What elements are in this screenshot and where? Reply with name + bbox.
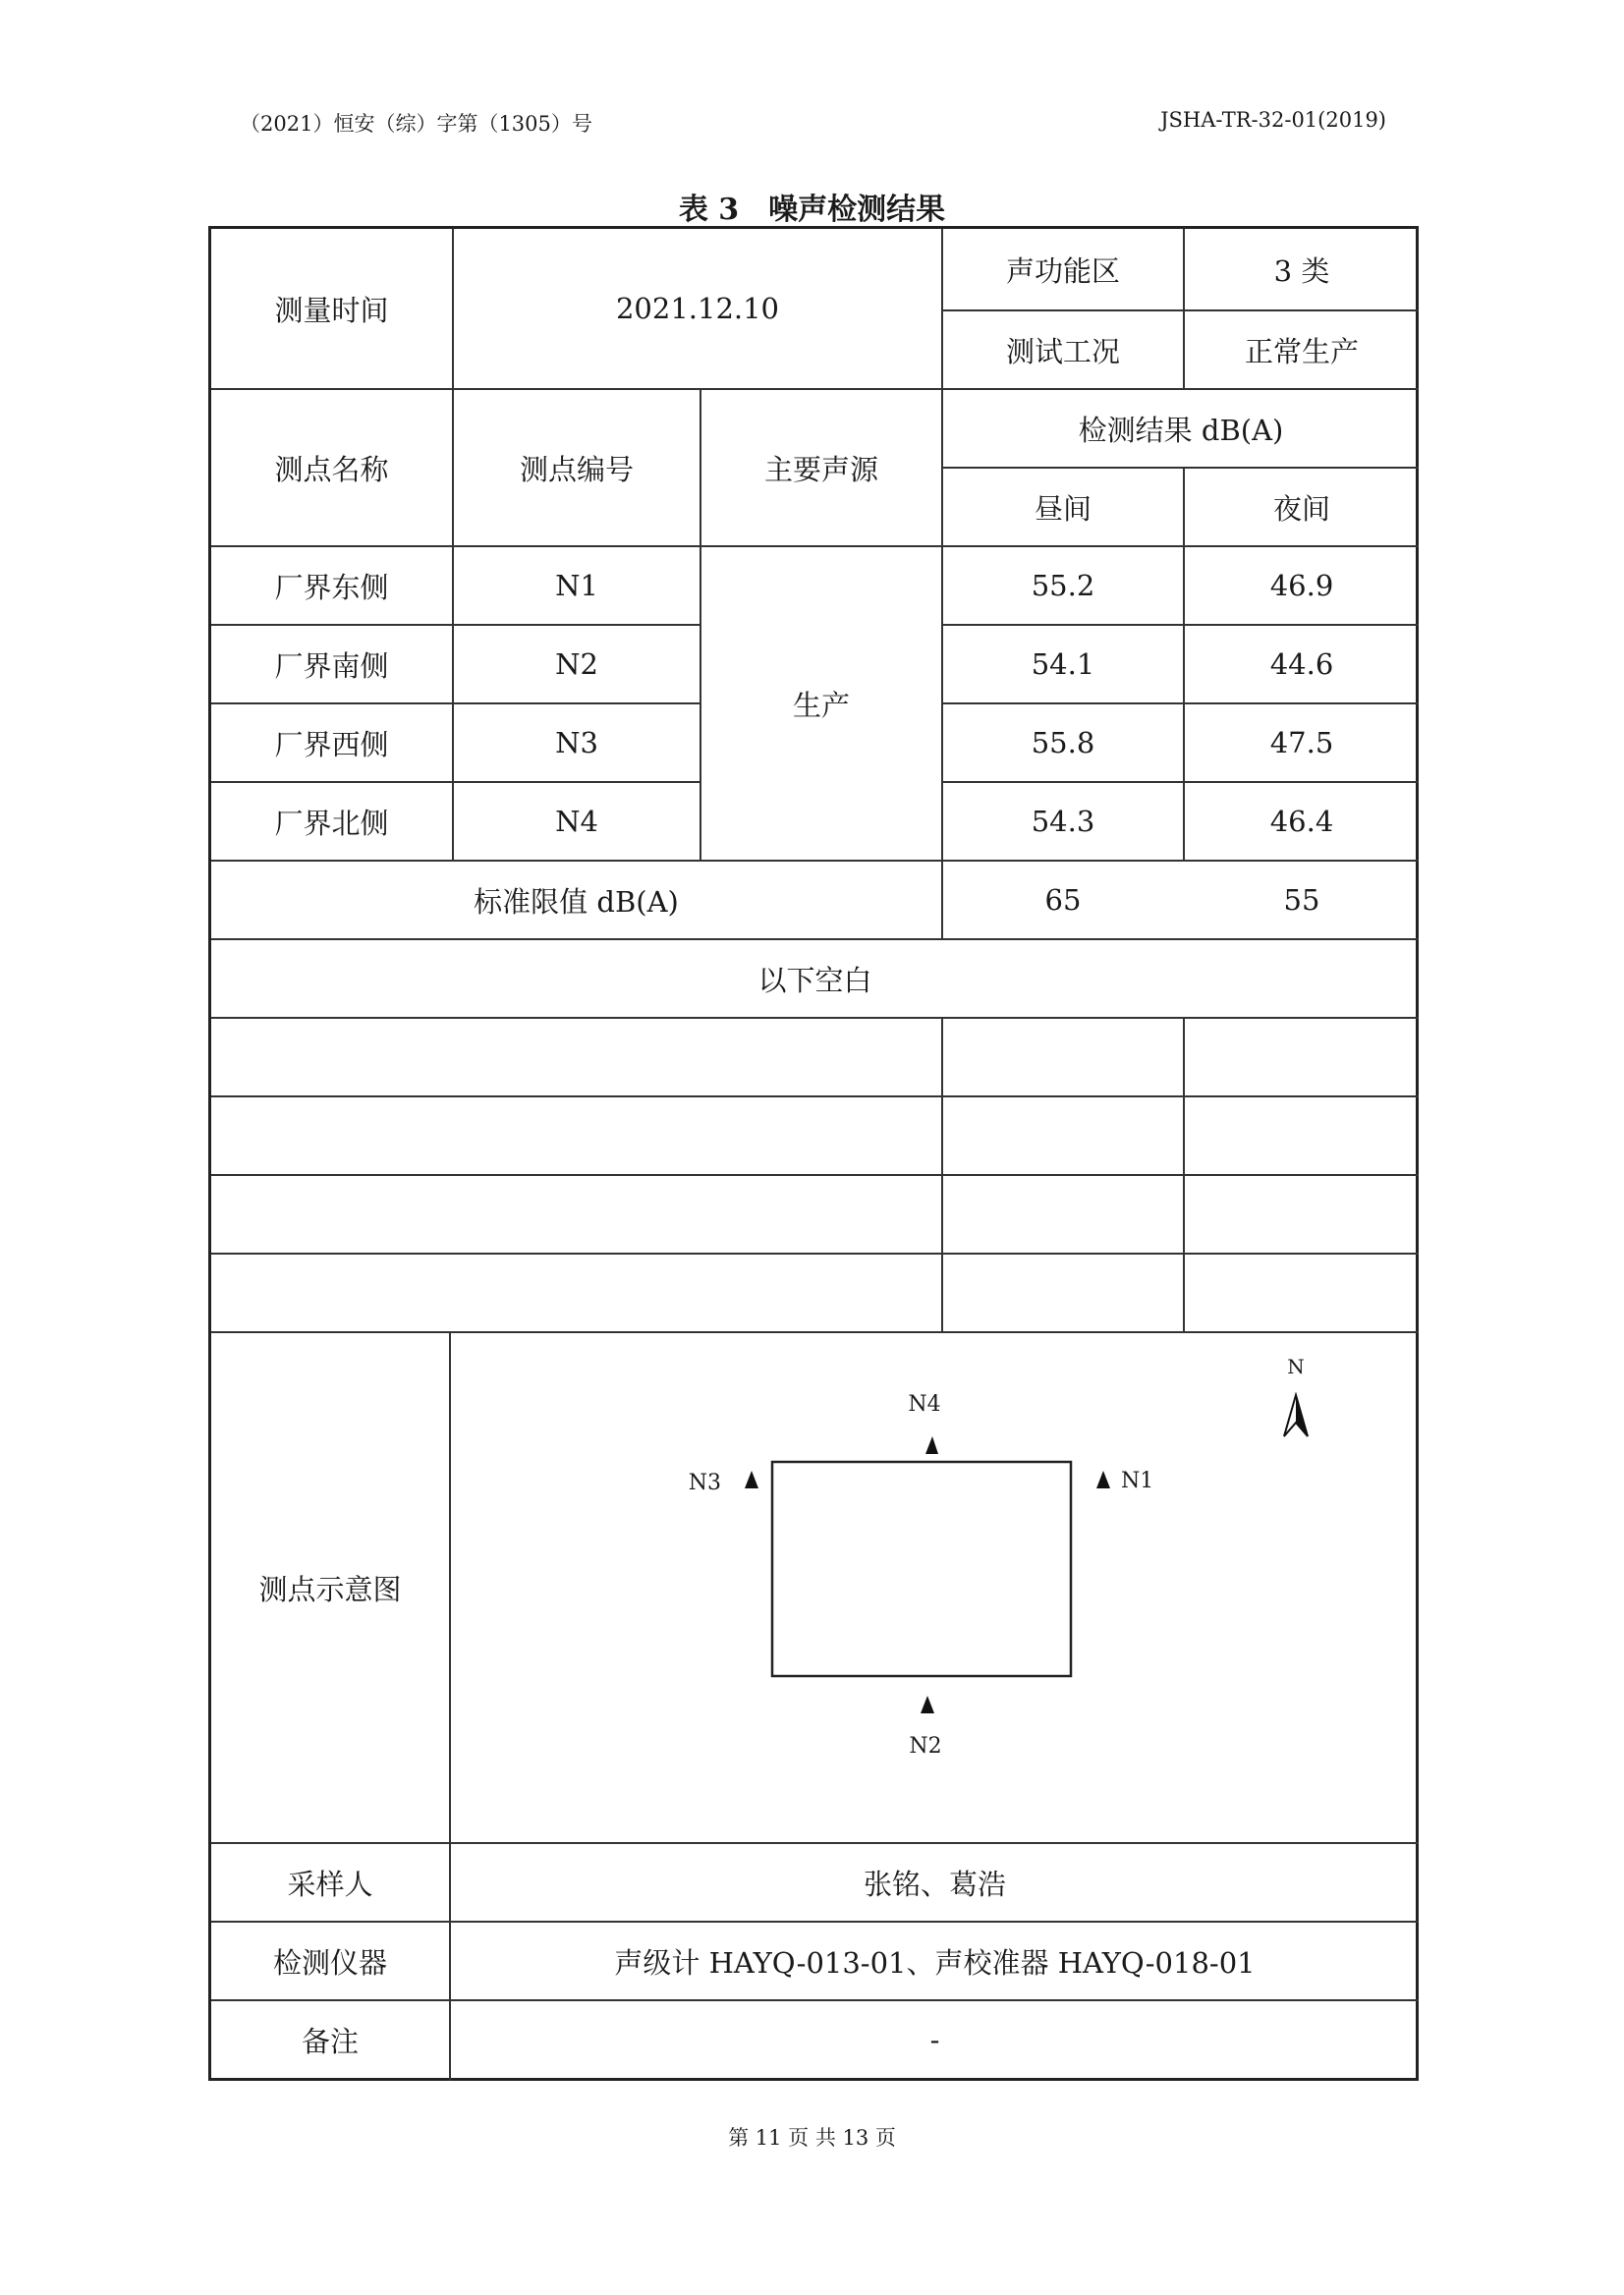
col-night: 夜间 bbox=[1272, 491, 1330, 526]
row-day-value: 55.8 bbox=[1031, 726, 1095, 759]
row-name: 厂界东侧 bbox=[274, 570, 389, 604]
blank-note: 以下空白 bbox=[757, 963, 872, 997]
row-night-value: 47.5 bbox=[1269, 726, 1334, 759]
row-code: N3 bbox=[555, 726, 598, 759]
row-day-value: 54.3 bbox=[1031, 805, 1095, 838]
n1-label: N1 bbox=[1121, 1469, 1154, 1493]
sampler-value: 张铭、葛浩 bbox=[863, 1867, 1006, 1901]
col-result: 检测结果 dB(A) bbox=[1078, 413, 1284, 447]
table-title: 表 3 噪声检测结果 bbox=[678, 193, 946, 227]
n3-label: N3 bbox=[688, 1471, 721, 1495]
n4-marker bbox=[925, 1436, 938, 1454]
row-day-value: 54.1 bbox=[1031, 647, 1095, 681]
site-boundary bbox=[772, 1462, 1071, 1676]
row-night-value: 46.4 bbox=[1269, 805, 1334, 838]
row-night-value: 44.6 bbox=[1269, 647, 1334, 681]
n4-label: N4 bbox=[908, 1392, 941, 1417]
row-code: N1 bbox=[555, 569, 598, 602]
test-condition-value: 正常生产 bbox=[1244, 334, 1359, 368]
main-source-value: 生产 bbox=[792, 688, 850, 722]
measure-time-value: 2021.12.10 bbox=[615, 292, 780, 325]
row-code: N2 bbox=[555, 647, 598, 681]
n1-marker bbox=[1096, 1471, 1110, 1488]
instrument-value: 声级计 HAYQ-013-01、声校准器 HAYQ-018-01 bbox=[614, 1945, 1256, 1980]
col-point-name: 测点名称 bbox=[274, 452, 389, 486]
report-number: （2021）恒安（综）字第（1305）号 bbox=[240, 112, 592, 136]
limit-night: 55 bbox=[1283, 883, 1320, 917]
col-day: 昼间 bbox=[1034, 491, 1092, 526]
measurement-point-diagram bbox=[449, 1328, 1418, 1839]
n2-marker bbox=[921, 1696, 934, 1713]
diagram-label: 测点示意图 bbox=[258, 1572, 402, 1606]
col-point-code: 测点编号 bbox=[519, 452, 634, 486]
form-code: JSHA-TR-32-01(2019) bbox=[1160, 108, 1386, 132]
sampler-label: 采样人 bbox=[287, 1867, 373, 1901]
row-name: 厂界西侧 bbox=[274, 727, 389, 761]
col-main-source: 主要声源 bbox=[763, 452, 878, 486]
n2-label: N2 bbox=[909, 1734, 942, 1759]
row-day-value: 55.2 bbox=[1031, 569, 1095, 602]
row-code: N4 bbox=[555, 805, 598, 838]
page-number: 第 11 页 共 13 页 bbox=[728, 2126, 896, 2150]
remark-label: 备注 bbox=[301, 2024, 359, 2058]
instrument-label: 检测仪器 bbox=[272, 1945, 387, 1980]
measure-time-label: 测量时间 bbox=[274, 293, 389, 327]
limit-day: 65 bbox=[1044, 883, 1082, 917]
sound-zone-label: 声功能区 bbox=[1005, 253, 1120, 288]
remark-value: - bbox=[929, 2023, 940, 2056]
row-name: 厂界北侧 bbox=[274, 806, 389, 840]
test-condition-label: 测试工况 bbox=[1005, 334, 1120, 368]
limit-label: 标准限值 dB(A) bbox=[474, 884, 679, 919]
row-night-value: 46.9 bbox=[1269, 569, 1334, 602]
sound-zone-value: 3 类 bbox=[1273, 253, 1330, 288]
n3-marker bbox=[745, 1471, 758, 1488]
row-name: 厂界南侧 bbox=[274, 648, 389, 683]
north-label: N bbox=[1287, 1355, 1305, 1378]
